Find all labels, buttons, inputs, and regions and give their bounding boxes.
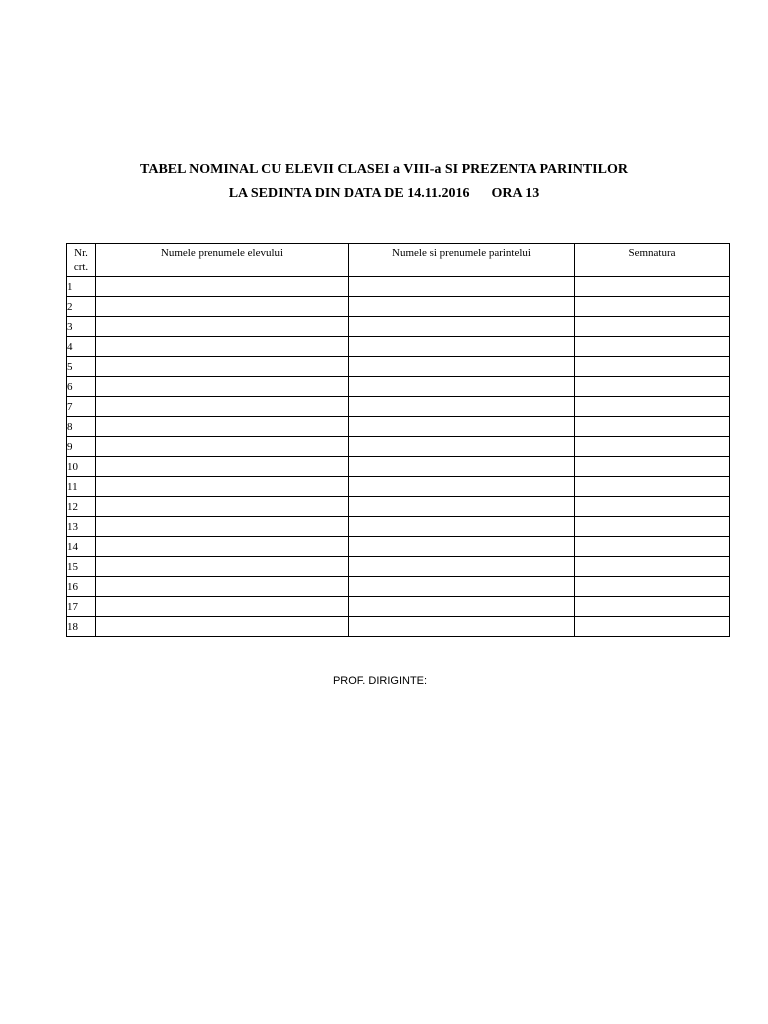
table-row [67,397,730,417]
parent-name-cell[interactable] [349,617,575,637]
parent-name-cell[interactable] [349,537,575,557]
header-signature: Semnatura [575,244,730,277]
parent-name-cell[interactable] [349,397,575,417]
table-row [67,317,730,337]
table-row [67,297,730,317]
row-number-cell: 18 [67,617,96,637]
signature-cell[interactable] [575,597,730,617]
signature-cell[interactable] [575,437,730,457]
signature-cell[interactable] [575,397,730,417]
signature-cell[interactable] [575,297,730,317]
row-number-cell: 16 [67,577,96,597]
row-number-cell: 14 [67,537,96,557]
parent-name-cell[interactable] [349,317,575,337]
student-name-cell[interactable] [96,337,349,357]
parent-name-cell[interactable] [349,417,575,437]
signature-cell[interactable] [575,457,730,477]
student-name-cell[interactable] [96,277,349,297]
meeting-date-text: LA SEDINTA DIN DATA DE 14.11.2016 [228,186,470,201]
parent-name-cell[interactable] [349,377,575,397]
parent-name-cell[interactable] [349,497,575,517]
row-number-cell: 9 [67,437,96,457]
table-header-row [67,244,730,277]
table-row [67,357,730,377]
parent-name-cell[interactable] [349,437,575,457]
signature-cell[interactable] [575,377,730,397]
row-number-cell: 2 [67,297,96,317]
row-number-cell: 11 [67,477,96,497]
table-row [67,617,730,637]
row-number-cell: 7 [67,397,96,417]
parent-name-cell[interactable] [349,517,575,537]
row-number-cell: 1 [67,277,96,297]
table-row [67,277,730,297]
signature-cell[interactable] [575,557,730,577]
signature-cell[interactable] [575,477,730,497]
signature-cell[interactable] [575,617,730,637]
student-name-cell[interactable] [96,297,349,317]
parent-name-cell[interactable] [349,357,575,377]
table-row [67,497,730,517]
student-name-cell[interactable] [96,597,349,617]
document-title: TABEL NOMINAL CU ELEVII CLASEI a VIII-a SI PREZENTA PARINTILOR [140,162,628,177]
student-name-cell[interactable] [96,617,349,637]
signature-cell[interactable] [575,337,730,357]
student-name-cell[interactable] [96,417,349,437]
signature-cell[interactable] [575,277,730,297]
table-row [67,457,730,477]
row-number-cell: 5 [67,357,96,377]
signature-cell[interactable] [575,577,730,597]
attendance-table [66,243,730,637]
student-name-cell[interactable] [96,437,349,457]
form-teacher-signature-label: PROF. DIRIGINTE: [332,675,428,687]
parent-name-cell[interactable] [349,277,575,297]
row-number-cell: 3 [67,317,96,337]
parent-name-cell[interactable] [349,337,575,357]
table-row [67,597,730,617]
row-number-cell: 4 [67,337,96,357]
meeting-time-text: ORA 13 [491,186,540,201]
signature-cell[interactable] [575,497,730,517]
student-name-cell[interactable] [96,517,349,537]
table-body [67,277,730,637]
signature-cell[interactable] [575,317,730,337]
student-name-cell[interactable] [96,497,349,517]
signature-cell[interactable] [575,357,730,377]
table-row [67,377,730,397]
student-name-cell[interactable] [96,537,349,557]
parent-name-cell[interactable] [349,477,575,497]
row-number-cell: 13 [67,517,96,537]
student-name-cell[interactable] [96,477,349,497]
table-row [67,557,730,577]
table-row [67,477,730,497]
student-name-cell[interactable] [96,557,349,577]
parent-name-cell[interactable] [349,297,575,317]
table-row [67,337,730,357]
header-parent-name: Numele si prenumele parintelui [349,244,575,277]
parent-name-cell[interactable] [349,557,575,577]
student-name-cell[interactable] [96,397,349,417]
table-row [67,577,730,597]
table-row [67,417,730,437]
student-name-cell[interactable] [96,317,349,337]
row-number-cell: 17 [67,597,96,617]
parent-name-cell[interactable] [349,577,575,597]
table-row [67,437,730,457]
header-student-name: Numele prenumele elevului [96,244,349,277]
signature-cell[interactable] [575,517,730,537]
table-row [67,537,730,557]
table-row [67,517,730,537]
student-name-cell[interactable] [96,577,349,597]
document-subtitle [0,185,768,203]
student-name-cell[interactable] [96,457,349,477]
header-nr-crt: Nr. crt. [67,244,96,277]
row-number-cell: 15 [67,557,96,577]
row-number-cell: 10 [67,457,96,477]
student-name-cell[interactable] [96,377,349,397]
parent-name-cell[interactable] [349,597,575,617]
parent-name-cell[interactable] [349,457,575,477]
row-number-cell: 6 [67,377,96,397]
signature-cell[interactable] [575,537,730,557]
row-number-cell: 8 [67,417,96,437]
signature-cell[interactable] [575,417,730,437]
row-number-cell: 12 [67,497,96,517]
student-name-cell[interactable] [96,357,349,377]
